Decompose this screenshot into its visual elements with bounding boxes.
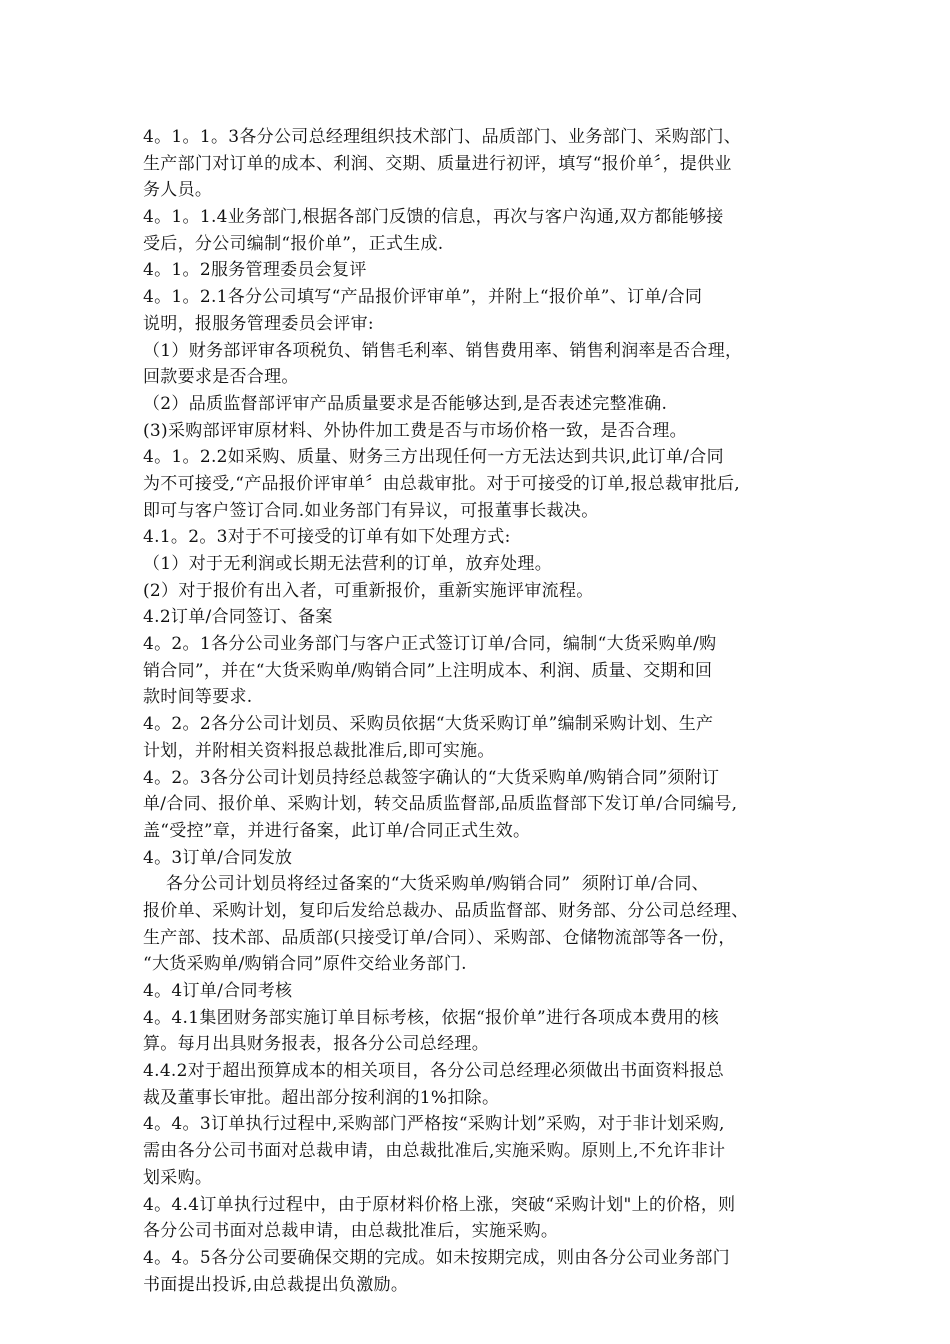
text-line: 4.1。2。3对于不可接受的订单有如下处理方式:: [143, 527, 511, 548]
text-line: 为不可接受,“产品报价评审单〞由总裁审批。对于可接受的订单,报总裁审批后,: [143, 473, 741, 494]
text-line: (3)采购部评审原材料、外协件加工费是否与市场价格一致，是否合理。: [143, 420, 687, 441]
text-line: 划采购。: [143, 1167, 213, 1188]
text-line: 4。4。5各分公司要确保交期的完成。如未按期完成，则由各分公司业务部门: [143, 1247, 730, 1268]
text-line: 生产部门对订单的成本、利润、交期、质量进行初评，填写“报价单〞，提供业: [143, 153, 732, 174]
text-line: 计划，并附相关资料报总裁批准后,即可实施。: [143, 740, 495, 761]
text-line: “大货采购单/购销合同”原件交给业务部门.: [143, 954, 467, 975]
text-line: 4。2。3各分公司计划员持经总裁签字确认的“大货采购单/购销合同”须附订: [143, 767, 720, 788]
text-line: 4.4.2对于超出预算成本的相关项目，各分公司总经理必须做出书面资料报总: [143, 1061, 725, 1082]
document-body: [143, 124, 815, 1298]
text-line: 回款要求是否合理。: [143, 367, 299, 388]
text-line: 款时间等要求.: [143, 687, 253, 708]
text-line: 4。2。2各分公司计划员、采购员依据“大货采购订单”编制采购计划、生产: [143, 714, 714, 735]
text-line: 各分公司书面对总裁申请，由总裁批准后，实施采购。: [143, 1221, 559, 1242]
text-line: 4。1。1.4业务部门,根据各部门反馈的信息，再次与客户沟通,双方都能够接: [143, 207, 724, 228]
text-line: 务人员。: [143, 180, 213, 201]
text-line: 各分公司计划员将经过备案的“大货采购单/购销合同” 须附订单/合同、: [143, 874, 709, 895]
text-line: 算。每月出具财务报表，报各分公司总经理。: [143, 1034, 489, 1055]
text-line: 说明，报服务管理委员会评审:: [143, 313, 374, 334]
section-heading: 4。1。2服务管理委员会复评: [143, 260, 367, 281]
text-line: （1）财务部评审各项税负、销售毛利率、销售费用率、销售利润率是否合理，: [143, 340, 743, 361]
text-line: 4。2。1各分公司业务部门与客户正式签订订单/合同，编制“大货采购单/购: [143, 634, 717, 655]
text-line: 4。4.1集团财务部实施订单目标考核，依据“报价单”进行各项成本费用的核: [143, 1007, 720, 1028]
text-line: 销合同”，并在“大货采购单/购销合同”上注明成本、利润、质量、交期和回: [143, 660, 713, 681]
text-line: 裁及董事长审批。超出部分按利润的1%扣除。: [143, 1087, 500, 1108]
section-heading: 4.2订单/合同签订、备案: [143, 607, 333, 628]
text-line: （2）品质监督部评审产品质量要求是否能够达到,是否表述完整准确.: [143, 393, 668, 414]
text-line: 4。1。2.1各分公司填写“产品报价评审单”，并附上“报价单”、订单/合同: [143, 287, 703, 308]
text-line: 需由各分公司书面对总裁申请，由总裁批准后,实施采购。原则上,不允许非计: [143, 1141, 726, 1162]
text-line: 书面提出投诉,由总裁提出负激励。: [143, 1274, 409, 1295]
text-line: 4。1。1。3各分公司总经理组织技术部门、品质部门、业务部门、采购部门、: [143, 127, 742, 147]
text-line: 单/合同、报价单、采购计划，转交品质监督部,品质监督部下发订单/合同编号,: [143, 794, 738, 815]
text-line: (2）对于报价有出入者，可重新报价，重新实施评审流程。: [143, 580, 594, 601]
text-line: 4。1。2.2如采购、质量、财务三方出现任何一方无法达到共识,此订单/合同: [143, 447, 724, 468]
text-line: （1）对于无利润或长期无法营利的订单，放弃处理。: [143, 554, 553, 574]
text-line: 4。4。3订单执行过程中,采购部门严格按“采购计划”采购，对于非计划采购,: [143, 1114, 725, 1135]
text-line: 受后，分公司编制“报价单”，正式生成.: [143, 233, 444, 254]
text-line: 生产部、技术部、品质部(只接受订单/合同）、采购部、仓储物流部等各一份，: [143, 927, 736, 948]
section-heading: 4。3订单/合同发放: [143, 847, 293, 868]
text-line: 4。4.4订单执行过程中，由于原材料价格上涨，突破“采购计划"上的价格，则: [143, 1194, 736, 1215]
section-heading: 4。4订单/合同考核: [143, 981, 293, 1001]
text-line: 即可与客户签订合同.如业务部门有异议，可报董事长裁决。: [143, 500, 599, 521]
text-line: 报价单、采购计划，复印后发给总裁办、品质监督部、财务部、分公司总经理、: [143, 900, 749, 921]
text-line: 盖“受控”章，并进行备案，此订单/合同正式生效。: [143, 820, 531, 841]
